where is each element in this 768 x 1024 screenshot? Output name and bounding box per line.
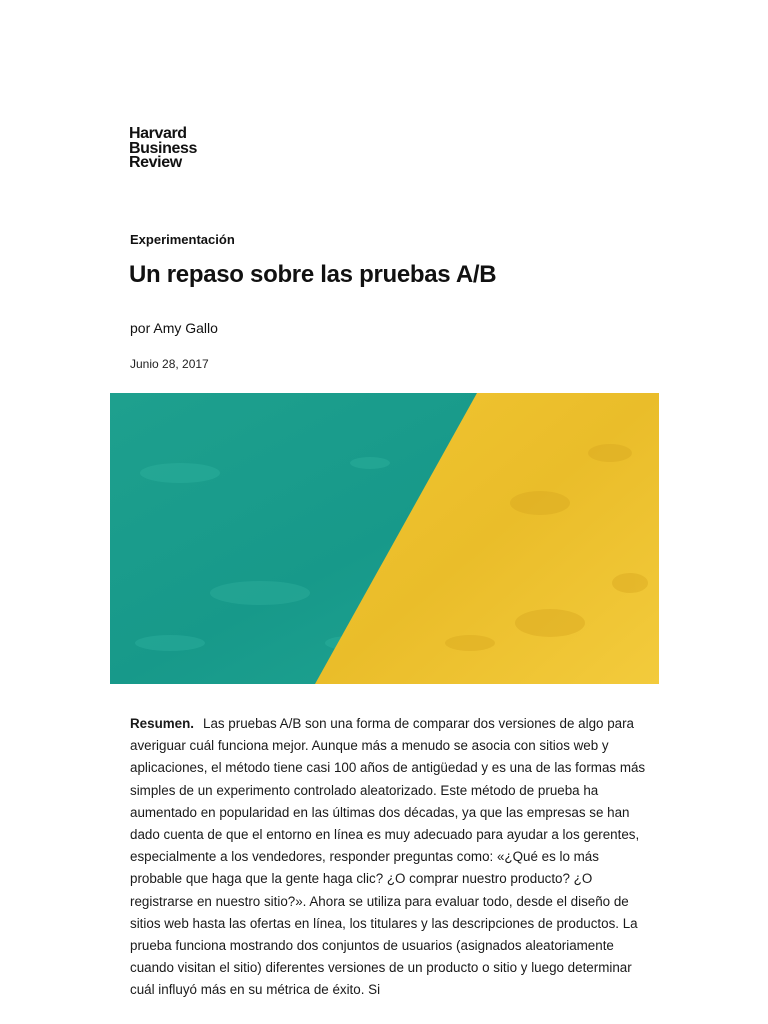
hbr-logo[interactable] [129,127,197,171]
summary-text: Las pruebas A/B son una forma de comparar dos versiones de algo para averiguar cuál funciona mejor. Aunque más a menudo se asocia con sitios web y aplicaciones, el método tiene casi 100 años de antigüedad y es una de las formas más simples de un experimento controlado aleatorizado. Este método de prueba ha aumentado en popularidad en las últimas dos décadas, ya que las empresas se han dado cuenta de que el entorno en línea es muy adecuado para ayudar a los gerentes, especialmente a los vendedores, responder preguntas como: «¿Qué es lo más probable que haga que la gente haga clic? ¿O comprar nuestro producto? ¿O registrarse en nuestro sitio?». Ahora se utiliza para evaluar todo, desde el diseño de sitios web hasta las ofertas en línea, los titulares y las descripciones de productos. La prueba funciona mostrando dos conjuntos de usuarios (asignados aleatoriamente cuando visitan el sitio) diferentes versiones de un producto o sitio y luego determinar cuál influyó más en su métrica de éxito. Si [130,716,646,998]
hero-image [110,393,659,684]
article-date: Junio 28, 2017 [130,357,209,371]
summary-label: Resumen. [130,716,194,731]
article-summary [130,713,650,1002]
hero-illustration [110,393,659,684]
article-title: Un repaso sobre las pruebas A/B [129,261,497,288]
section-label[interactable]: Experimentación [130,232,235,247]
logo-line-business: Business [129,139,197,157]
article-byline: por Amy Gallo [130,320,218,336]
logo-line-harvard: Harvard [129,125,187,142]
logo-line-review: Review [129,154,182,171]
